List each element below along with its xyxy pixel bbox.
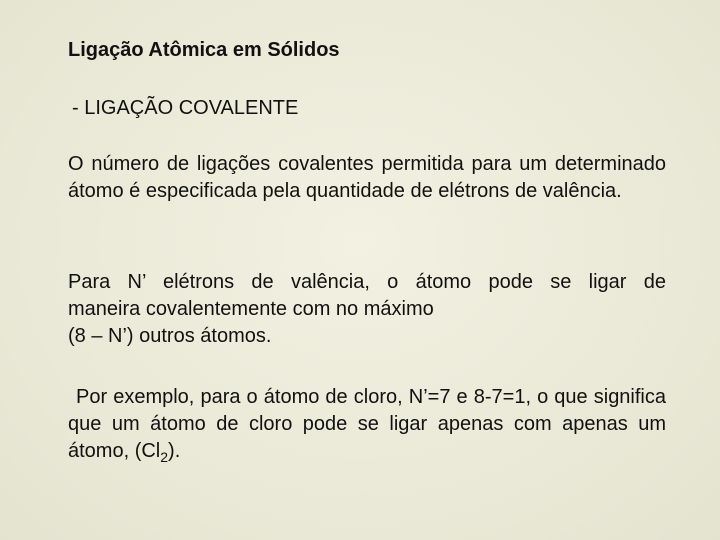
chlorine-subscript: 2 [160,449,169,465]
paragraph-max-bonds-line-2: maneira covalentemente com no máximo [68,298,434,320]
slide-title: Ligação Atômica em Sólidos [68,39,340,61]
paragraph-chlorine-example-suffix: ). [168,440,181,462]
section-heading: - LIGAÇÃO COVALENTE [72,97,299,119]
paragraph-max-bonds-line-1: Para N’ elétrons de valência, o átomo pode se ligar de [68,271,666,293]
paragraph-max-bonds [68,269,666,350]
paragraph-valence-electrons: O número de ligações covalentes permitida para um determinado átomo é especificada pela quantidade de elétrons de valência. [68,153,666,202]
paragraph-max-bonds-line-3: (8 – N’) outros átomos. [68,325,272,347]
paragraph-chlorine-example [68,384,666,465]
paragraph-chlorine-example-text: Por exemplo, para o átomo de cloro, N’=7 e 8-7=1, o que significa que um átomo de cloro pode se ligar apenas com apenas um átomo, (Cl [68,386,666,462]
